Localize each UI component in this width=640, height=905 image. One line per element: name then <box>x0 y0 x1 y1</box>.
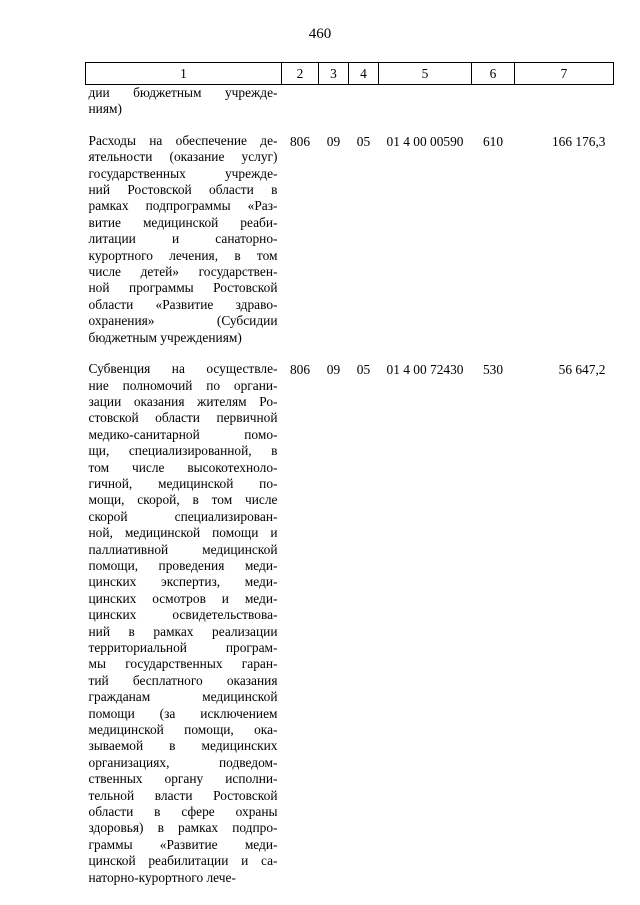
admin-code: 806 <box>289 362 311 378</box>
description-line: скорой специализирован- <box>88 508 278 524</box>
description-line: бюджетным учреждениям) <box>88 329 242 345</box>
row-gap <box>86 346 614 361</box>
description-line: цинских экспертиз, меди- <box>88 574 278 590</box>
header-col-subsection: 4 <box>349 63 379 85</box>
description-line: охранения» (Субсидии <box>88 313 278 329</box>
page-number: 460 <box>308 26 332 42</box>
description-line: литации и санаторно- <box>88 231 278 247</box>
header-col-admin: 2 <box>282 63 319 85</box>
description-line: области «Развитие здраво- <box>88 296 278 312</box>
description-line: ний в рамках реализации <box>88 623 278 639</box>
section-code <box>319 85 349 118</box>
table-body <box>86 85 614 887</box>
type-code: 530 <box>482 362 504 378</box>
budget-table <box>85 62 614 886</box>
description-line: территориальной програм- <box>88 640 278 655</box>
description-line: граммы «Развитие меди- <box>88 836 278 852</box>
description-line: наторно-курортного лече- <box>88 869 236 885</box>
description-line: дии бюджетным учрежде- <box>88 85 278 100</box>
section-code: 09 <box>326 133 341 149</box>
header-col-section: 3 <box>319 63 349 85</box>
target-code: 01 4 00 72430 <box>386 362 464 378</box>
row-gap <box>86 118 614 133</box>
header-row <box>86 63 614 85</box>
description-line: зываемой в медицинских <box>88 738 278 754</box>
table-row <box>86 361 614 886</box>
description-line: ной программы Ростовской <box>88 280 278 296</box>
subsection-code: 05 <box>356 133 371 149</box>
amount: 56 647,2 <box>558 362 606 378</box>
description-line: Расходы на обеспечение де- <box>88 132 278 148</box>
table-row <box>86 133 614 346</box>
type-code <box>472 85 515 118</box>
row-description <box>86 361 282 886</box>
description-line: цинских освидетельствова- <box>88 607 278 623</box>
description-line: витие медицинской реаби- <box>88 214 278 230</box>
description-line: ний Ростовской области в <box>88 182 278 198</box>
header-col-target: 5 <box>379 63 472 85</box>
type-code: 610 <box>482 133 504 149</box>
row-description <box>86 85 282 118</box>
description-line: том числе высокотехноло- <box>88 459 278 475</box>
description-line: рамках подпрограммы «Раз- <box>88 198 278 214</box>
description-line: помощи (за исключением <box>88 705 278 721</box>
description-line: медицинской помощи, ока- <box>88 722 278 738</box>
section-code: 09 <box>326 362 341 378</box>
description-line: тий бесплатного оказания <box>88 672 278 688</box>
header-col-amount: 7 <box>515 63 614 85</box>
description-line: паллиативной медицинской <box>88 541 278 557</box>
description-line: щи, специализированной, в <box>88 443 278 459</box>
description-line: мы государственных гаран- <box>88 656 278 672</box>
description-line: здоровья) в рамках подпро- <box>88 820 278 836</box>
description-line: тельной власти Ростовской <box>88 787 278 803</box>
row-description <box>86 133 282 346</box>
description-line: цинских осмотров и меди- <box>88 590 278 606</box>
header-col-description: 1 <box>86 63 282 85</box>
target-code <box>379 85 472 118</box>
description-line: мощи, скорой, в том числе <box>88 492 278 508</box>
target-code: 01 4 00 00590 <box>386 133 464 149</box>
description-line: числе детей» государствен- <box>88 264 278 280</box>
description-line: гичной, медицинской по- <box>88 475 278 491</box>
description-line: области в сфере охраны <box>88 804 278 820</box>
description-line: зации оказания жителям Ро- <box>88 393 278 409</box>
description-line: медико-санитарной помо- <box>88 426 278 442</box>
description-line: организациях, подведом- <box>88 754 278 770</box>
subsection-code <box>349 85 379 118</box>
description-line: стовской области первичной <box>88 410 278 426</box>
admin-code <box>282 85 319 118</box>
subsection-code: 05 <box>356 362 371 378</box>
description-line: помощи, проведения меди- <box>88 557 278 573</box>
admin-code: 806 <box>289 133 311 149</box>
table-row <box>86 85 614 118</box>
description-line: ние полномочий по органи- <box>88 377 278 393</box>
description-line: ятельности (оказание услуг) <box>88 149 278 165</box>
description-line: ниям) <box>88 101 122 117</box>
description-line: Субвенция на осуществле- <box>88 361 278 377</box>
amount <box>515 85 614 118</box>
description-line: ной, медицинской помощи и <box>88 525 278 541</box>
description-line: ственных органу исполни- <box>88 771 278 787</box>
description-line: курортного лечения, в том <box>88 247 278 263</box>
description-line: государственных учрежде- <box>88 165 278 181</box>
description-line: гражданам медицинской <box>88 689 278 705</box>
amount: 166 176,3 <box>551 133 606 149</box>
description-line: цинской реабилитации и са- <box>88 853 278 869</box>
header-col-type: 6 <box>472 63 515 85</box>
